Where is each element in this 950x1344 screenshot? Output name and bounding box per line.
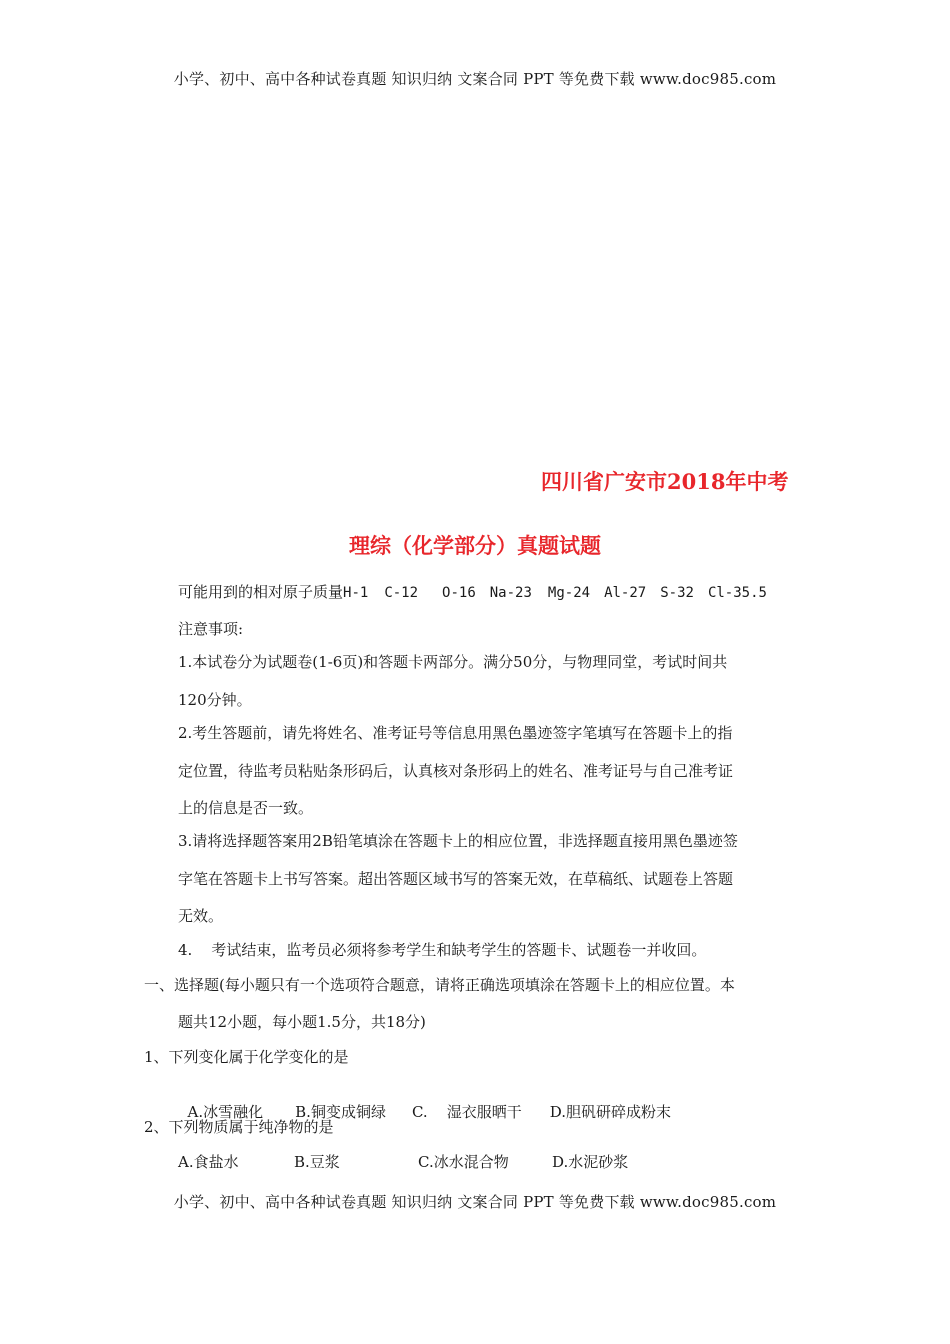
question-1-options <box>178 1082 671 1122</box>
notice-heading: 注意事项: <box>178 620 244 638</box>
section1-heading-line2: 题共12小题，每小题1.5分，共18分) <box>178 1013 426 1031</box>
atomic-mass-label: 可能用到的相对原子质量 <box>178 583 344 601</box>
notice-item1-line2: 120分钟。 <box>178 691 252 709</box>
atomic-mass-line <box>178 582 767 603</box>
page-footer: 小学、初中、高中各种试卷真题 知识归纳 文案合同 PPT 等免费下载 www.doc985.com <box>173 1193 777 1211</box>
notice-item1-line1: 1.本试卷分为试题卷(1-6页)和答题卡两部分。满分50分，与物理同堂，考试时间共 <box>178 653 728 671</box>
notice-item2-line2: 定位置，待监考员粘贴条形码后，认真核对条形码上的姓名、准考证号与自己准考证 <box>178 762 734 780</box>
atomic-mass-al: Al-27 <box>604 585 647 601</box>
question-2-option-b: B.豆浆 <box>294 1153 340 1171</box>
question-1-option-d: D.胆矾研碎成粉末 <box>549 1103 672 1121</box>
atomic-mass-o: O-16 <box>442 585 476 601</box>
question-2-options <box>178 1152 628 1172</box>
atomic-mass-s: S-32 <box>660 585 694 601</box>
atomic-mass-h: H-1 <box>343 585 369 601</box>
atomic-mass-mg: Mg-24 <box>547 585 591 601</box>
question-2-stem: 2、下列物质属于纯净物的是 <box>144 1118 334 1136</box>
exam-title-line2: 理综（化学部分）真题试题 <box>349 533 601 558</box>
question-1-stem: 1、下列变化属于化学变化的是 <box>144 1048 349 1066</box>
notice-item4: 4. 考试结束，监考员必须将参考学生和缺考学生的答题卡、试题卷一并收回。 <box>178 941 707 959</box>
atomic-mass-cl: Cl-35.5 <box>707 585 767 601</box>
question-1-option-c: C. 湿衣服晒干 <box>411 1103 522 1121</box>
notice-item2-line3: 上的信息是否一致。 <box>178 799 314 817</box>
notice-item2-line1: 2.考生答题前，请先将姓名、准考证号等信息用黑色墨迹签字笔填写在答题卡上的指 <box>178 724 733 742</box>
notice-item3-line3: 无效。 <box>178 907 224 925</box>
atomic-mass-c: C-12 <box>384 585 419 601</box>
question-2-option-c: C.冰水混合物 <box>418 1153 509 1171</box>
section1-heading-line1: 一、选择题(每小题只有一个选项符合题意，请将正确选项填涂在答题卡上的相应位置。本 <box>144 976 735 994</box>
page-header: 小学、初中、高中各种试卷真题 知识归纳 文案合同 PPT 等免费下载 www.doc985.com <box>173 70 777 88</box>
notice-item3-line1: 3.请将选择题答案用2B铅笔填涂在答题卡上的相应位置，非选择题直接用黑色墨迹签 <box>178 832 738 850</box>
atomic-mass-na: Na-23 <box>489 585 532 601</box>
question-2-option-a: A.食盐水 <box>178 1153 239 1171</box>
question-2-option-d: D.水泥砂浆 <box>552 1153 629 1171</box>
exam-title-line1: 四川省广安市2018年中考 <box>541 469 789 494</box>
notice-item3-line2: 字笔在答题卡上书写答案。超出答题区域书写的答案无效，在草稿纸、试题卷上答题 <box>178 870 734 888</box>
question-1-option-a: A.冰雪融化 <box>187 1103 264 1121</box>
question-1-option-b: B.铜变成铜绿 <box>295 1103 386 1121</box>
